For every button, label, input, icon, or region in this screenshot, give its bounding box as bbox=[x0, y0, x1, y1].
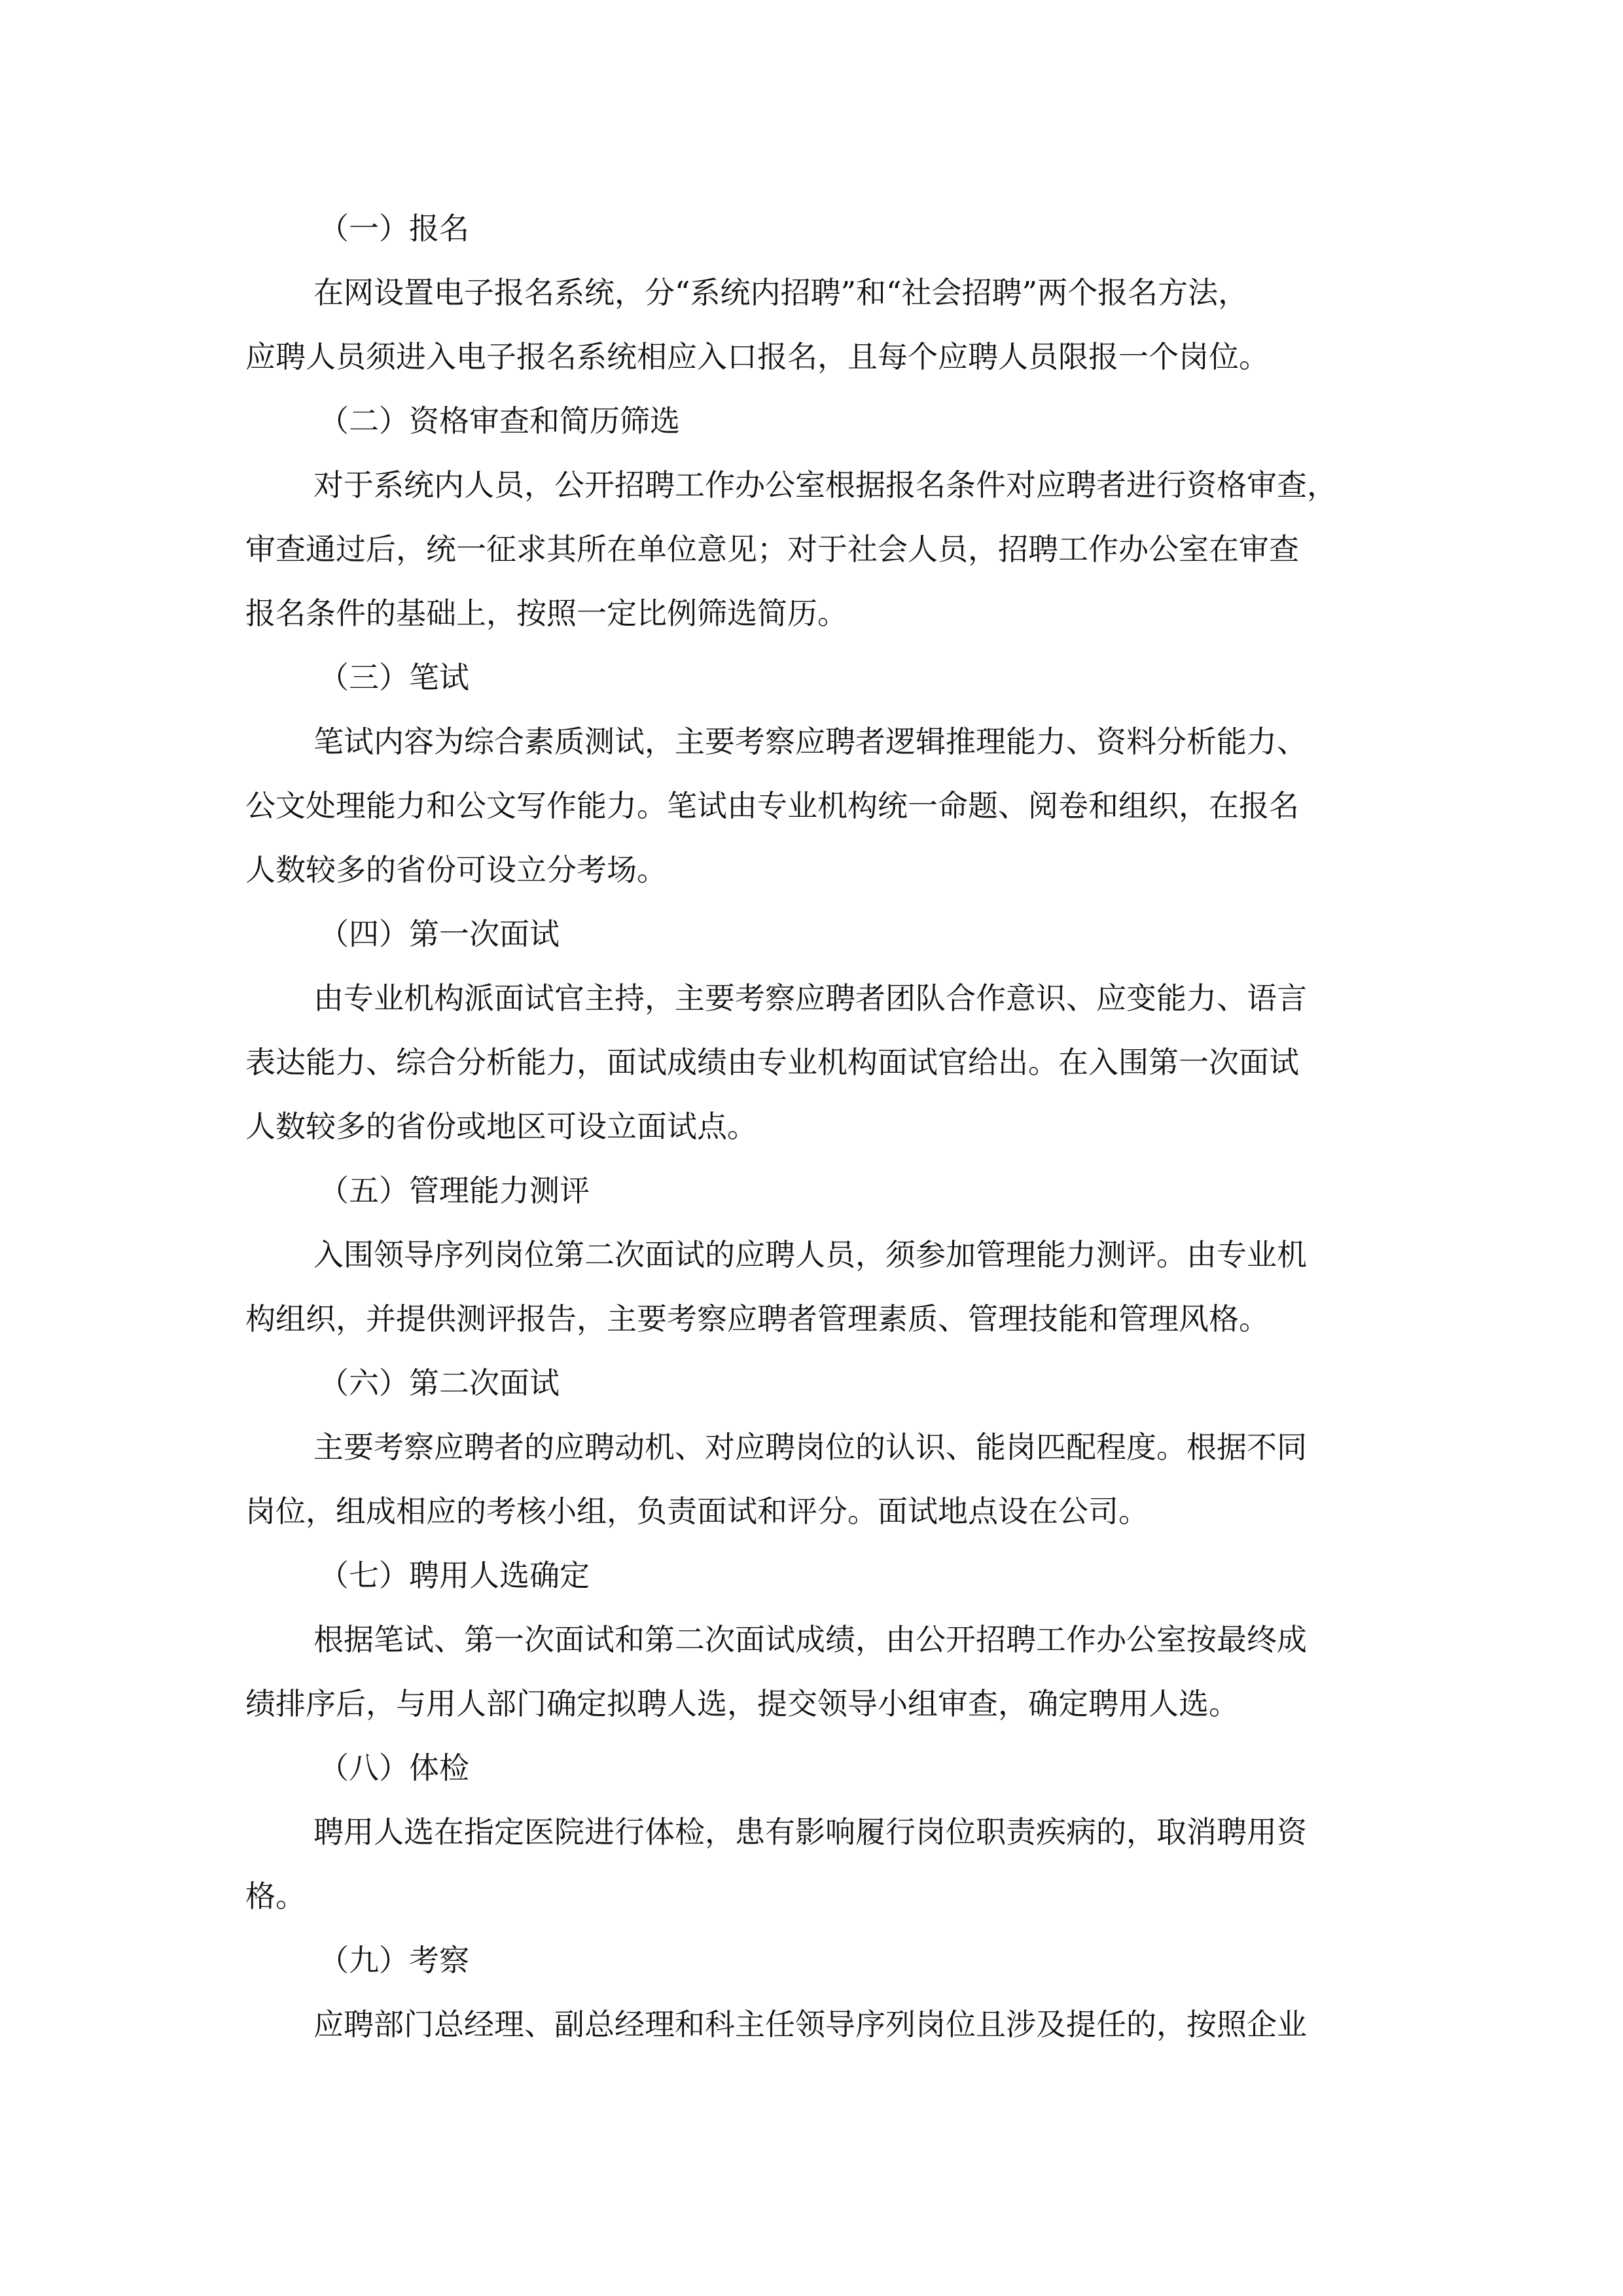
section-heading-7: （七）聘用人选确定 bbox=[319, 1558, 590, 1593]
section-6-line-2: 岗位，组成相应的考核小组，负责面试和评分。面试地点设在公司。 bbox=[245, 1494, 1149, 1529]
section-heading-6: （六）第二次面试 bbox=[319, 1365, 560, 1401]
section-heading-8: （八）体检 bbox=[319, 1750, 469, 1785]
section-heading-5: （五）管理能力测评 bbox=[319, 1173, 590, 1208]
section-6-line-1: 主要考察应聘者的应聘动机、对应聘岗位的认识、能岗匹配程度。根据不同 bbox=[313, 1429, 1307, 1465]
document-body bbox=[245, 196, 1384, 2056]
section-heading-3: （三）笔试 bbox=[319, 660, 469, 695]
section-heading-9: （九）考察 bbox=[319, 1943, 469, 1978]
section-heading-2: （二）资格审查和简历筛选 bbox=[319, 403, 680, 439]
section-4-line-2: 表达能力、综合分析能力，面试成绩由专业机构面试官给出。在入围第一次面试 bbox=[245, 1045, 1299, 1080]
section-2-line-1: 对于系统内人员，公开招聘工作办公室根据报名条件对应聘者进行资格审查， bbox=[313, 467, 1337, 503]
section-2-line-3: 报名条件的基础上，按照一定比例筛选简历。 bbox=[245, 596, 847, 631]
section-4-line-1: 由专业机构派面试官主持，主要考察应聘者团队合作意识、应变能力、语言 bbox=[313, 980, 1307, 1016]
section-3-line-2: 公文处理能力和公文写作能力。笔试由专业机构统一命题、阅卷和组织，在报名 bbox=[245, 788, 1299, 823]
section-4-line-3: 人数较多的省份或地区可设立面试点。 bbox=[245, 1109, 757, 1144]
section-9-line-1: 应聘部门总经理、副总经理和科主任领导序列岗位且涉及提任的，按照企业 bbox=[313, 2007, 1307, 2042]
section-2-line-2: 审查通过后，统一征求其所在单位意见；对于社会人员，招聘工作办公室在审查 bbox=[245, 531, 1299, 567]
section-5-line-1: 入围领导序列岗位第二次面试的应聘人员，须参加管理能力测评。由专业机 bbox=[313, 1237, 1307, 1272]
section-1-line-1: 在网设置电子报名系统，分“系统内招聘”和“社会招聘”两个报名方法， bbox=[313, 275, 1249, 310]
section-3-line-3: 人数较多的省份可设立分考场。 bbox=[245, 852, 667, 888]
section-heading-4: （四）第一次面试 bbox=[319, 916, 560, 952]
section-5-line-2: 构组织，并提供测评报告，主要考察应聘者管理素质、管理技能和管理风格。 bbox=[245, 1301, 1269, 1336]
section-1-line-2: 应聘人员须进入电子报名系统相应入口报名，且每个应聘人员限报一个岗位。 bbox=[245, 339, 1269, 374]
section-8-line-2: 格。 bbox=[245, 1878, 306, 1914]
section-heading-1: （一）报名 bbox=[319, 211, 469, 246]
section-7-line-1: 根据笔试、第一次面试和第二次面试成绩，由公开招聘工作办公室按最终成 bbox=[313, 1622, 1307, 1657]
section-8-line-1: 聘用人选在指定医院进行体检，患有影响履行岗位职责疾病的，取消聘用资 bbox=[313, 1814, 1307, 1850]
section-7-line-2: 绩排序后，与用人部门确定拟聘人选，提交领导小组审查，确定聘用人选。 bbox=[245, 1686, 1239, 1721]
section-3-line-1: 笔试内容为综合素质测试，主要考察应聘者逻辑推理能力、资料分析能力、 bbox=[313, 724, 1307, 759]
